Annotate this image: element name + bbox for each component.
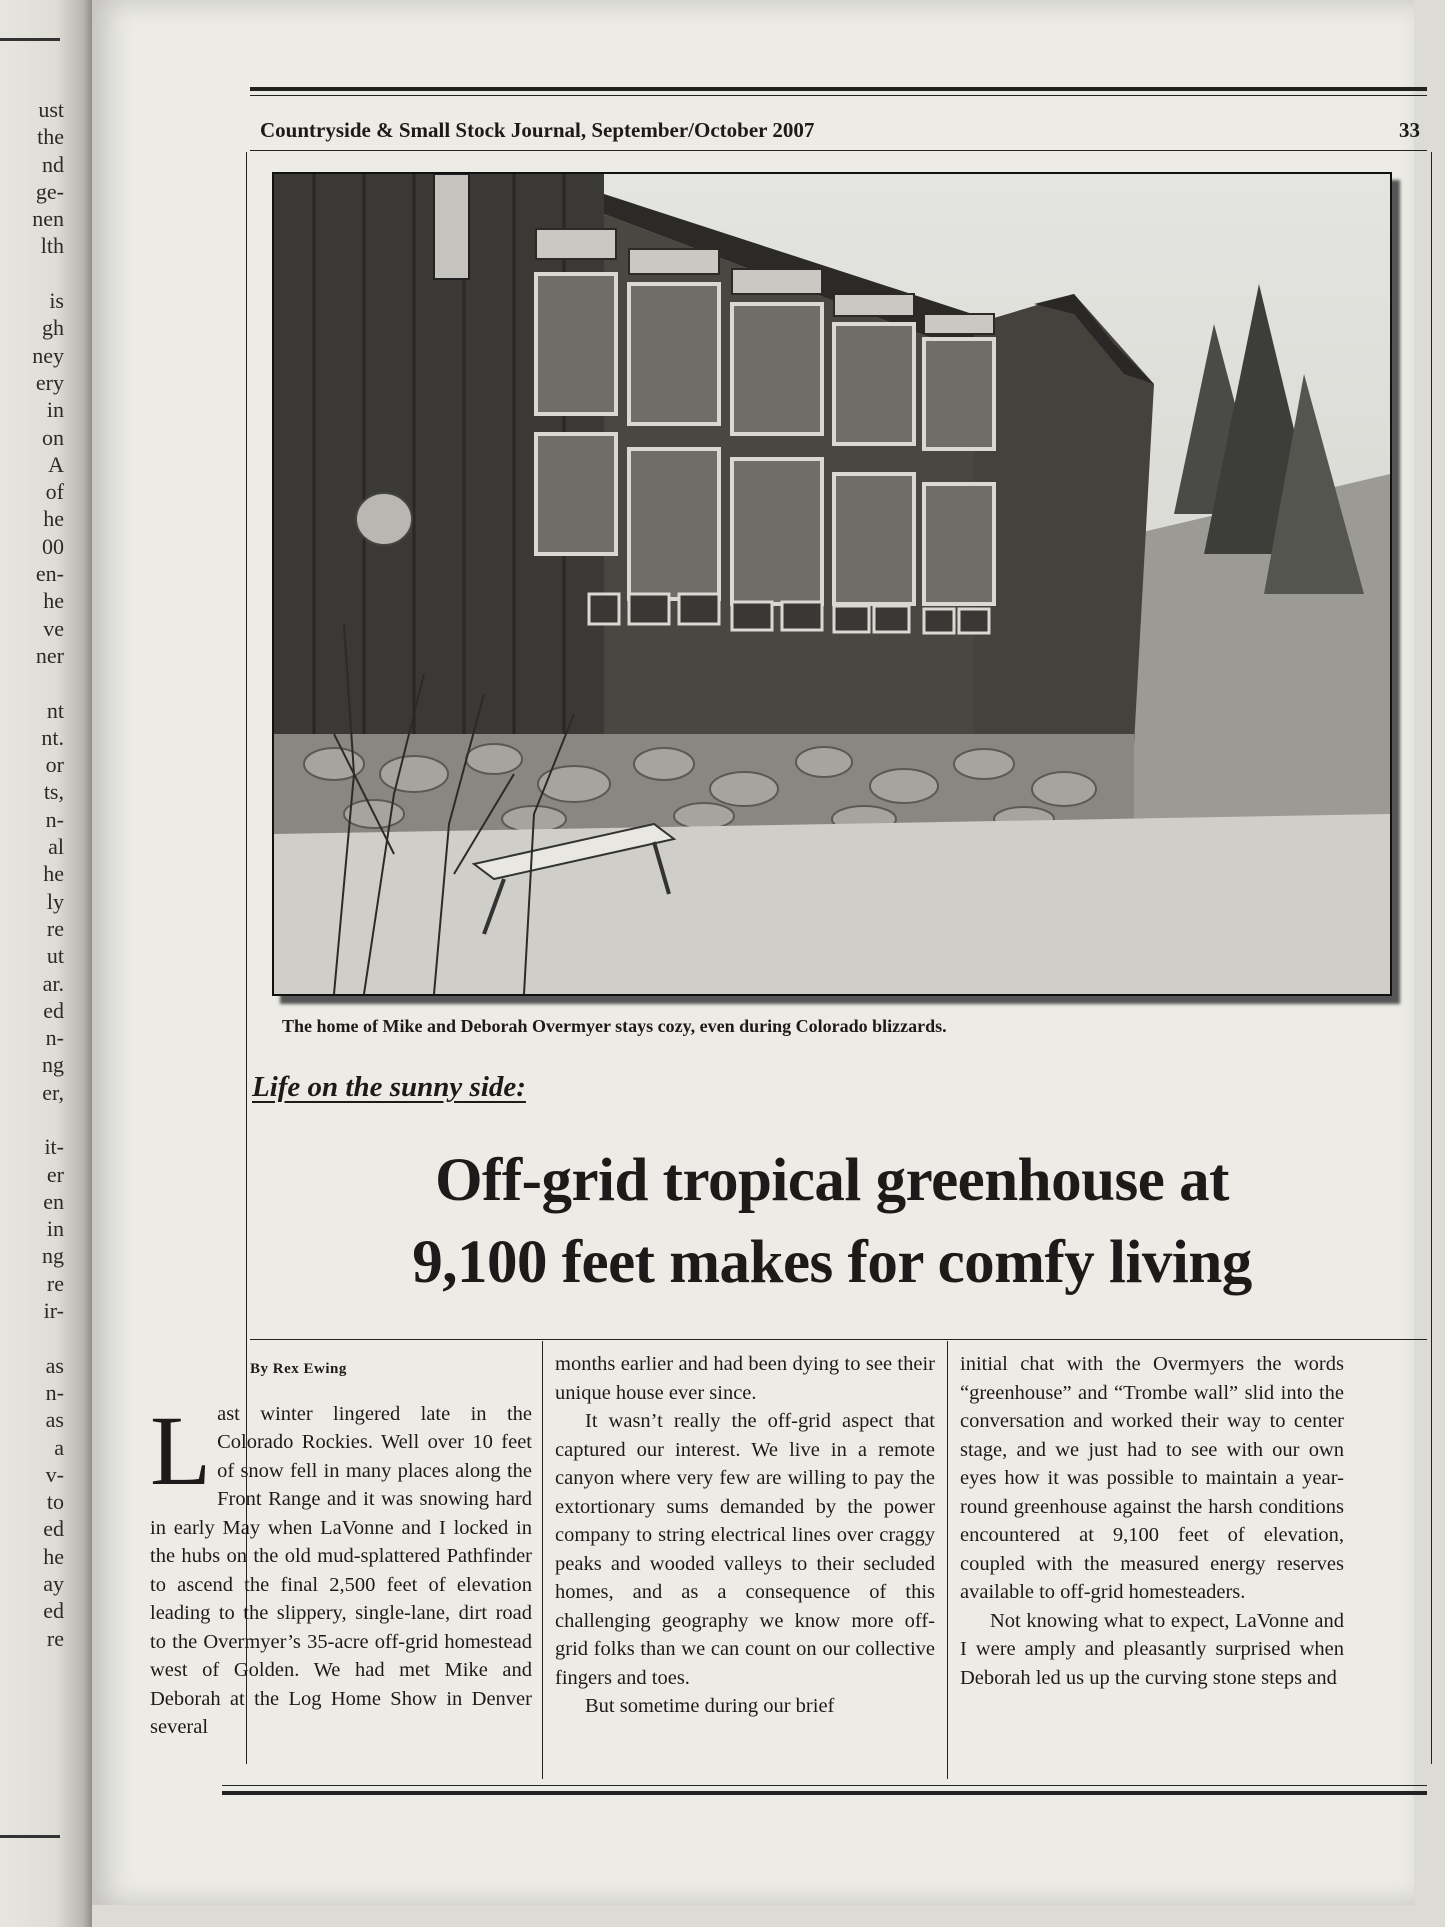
previous-page-fragment: gh xyxy=(42,315,64,341)
previous-page-fragment: ts, xyxy=(43,779,64,805)
previous-page-fragment: he xyxy=(43,588,64,614)
previous-page-fragment: to xyxy=(46,1489,64,1515)
previous-page-fragment: he xyxy=(43,861,64,887)
column-2-paragraph-2: It wasn’t really the off-grid aspect that captured our interest. We live in a remote canyon where very few are willing to pay the extortionary sums demanded by the power company to string electrical lines over craggy peaks and wooded valleys to their secluded homes, and as a consequence of this challenging geography we know more off-grid folks than we can count on our collective fingers and toes. xyxy=(555,1410,935,1689)
previous-page-fragment: it- xyxy=(44,1134,64,1160)
previous-page-fragment xyxy=(32,669,64,696)
headline-line-2: 9,100 feet makes for comfy living xyxy=(412,1229,1252,1296)
previous-page-fragment: ut xyxy=(46,943,64,969)
previous-page-fragment: in xyxy=(46,1216,64,1242)
previous-page-fragment: re xyxy=(46,1625,64,1651)
article-column-3 xyxy=(960,1350,1344,1692)
previous-page-fragment: in xyxy=(46,397,64,423)
previous-page-fragment: the xyxy=(37,124,64,150)
previous-page-fragment: ay xyxy=(43,1571,64,1597)
house-photo xyxy=(272,172,1392,996)
previous-page-fragment: ve xyxy=(43,615,64,641)
article-headline xyxy=(252,1140,1412,1304)
previous-page-fragment: 00 xyxy=(42,533,64,559)
previous-page-fragment xyxy=(32,260,64,287)
previous-page-fragment xyxy=(32,1106,64,1133)
previous-page-fragment: nd xyxy=(42,151,64,177)
photo-caption: The home of Mike and Deborah Overmyer stays cozy, even during Colorado blizzards. xyxy=(282,1016,947,1036)
previous-page-fragment: ney xyxy=(32,342,64,368)
house-photo-illustration xyxy=(274,174,1390,994)
previous-page-fragment: ery xyxy=(35,369,64,395)
previous-page-fragment: nen xyxy=(32,206,64,232)
previous-page-fragment: en- xyxy=(35,561,64,587)
previous-page-fragment: ust xyxy=(38,97,64,122)
previous-page-fragment: is xyxy=(49,288,64,314)
page-frame-right xyxy=(1431,152,1432,1764)
previous-page-fragment: nt xyxy=(46,697,64,723)
previous-page-fragment: he xyxy=(43,1543,64,1569)
previous-page-fragment: n- xyxy=(45,1025,64,1051)
article-kicker: Life on the sunny side: xyxy=(252,1071,526,1103)
running-header xyxy=(260,118,1420,148)
header-rule-thick xyxy=(250,87,1427,91)
previous-page-fragment: nt. xyxy=(41,724,64,750)
previous-page-fragment: of xyxy=(45,479,64,505)
column-rule-2 xyxy=(947,1341,948,1779)
column-2-paragraph-3: But sometime during our brief xyxy=(585,1695,835,1717)
column-1-paragraph xyxy=(150,1394,532,1742)
header-rule-thin xyxy=(250,95,1427,96)
previous-page-fragment: as xyxy=(45,1352,64,1378)
column-rule-1 xyxy=(542,1341,543,1779)
previous-page-fragment: lth xyxy=(40,233,64,259)
previous-page-fragment: or xyxy=(45,752,64,778)
previous-page-fragment: er xyxy=(46,1161,64,1187)
body-top-rule xyxy=(250,1339,1427,1340)
previous-page-fragment: n- xyxy=(45,806,64,832)
journal-title: Countryside & Small Stock Journal, September/October 2007 xyxy=(260,118,815,142)
byline: By Rex Ewing xyxy=(250,1361,347,1377)
previous-page-fragment: re xyxy=(46,1270,64,1296)
page-number: 33 xyxy=(1399,118,1420,142)
previous-page-fragment: al xyxy=(48,834,64,860)
previous-page-bottom-rule xyxy=(0,1835,60,1838)
previous-page-top-rule xyxy=(0,38,60,41)
previous-page-fragment: as xyxy=(45,1407,64,1433)
previous-page-fragment: ed xyxy=(43,1516,64,1542)
previous-page-fragment: re xyxy=(46,915,64,941)
magazine-page xyxy=(92,0,1420,1905)
previous-page-fragment: ed xyxy=(43,997,64,1023)
previous-page-fragment: n- xyxy=(45,1379,64,1405)
article-column-1 xyxy=(150,1347,532,1742)
previous-page-fragment: ir- xyxy=(43,1298,64,1324)
previous-page-fragment: he xyxy=(43,506,64,532)
previous-page-fragment: ar. xyxy=(42,970,64,996)
previous-page-fragment: ge- xyxy=(35,178,64,204)
previous-page-fragment: ed xyxy=(43,1598,64,1624)
previous-page-text-column xyxy=(32,96,64,1652)
previous-page-fragment: ner xyxy=(35,642,64,668)
header-underline xyxy=(250,150,1427,151)
previous-page-edge xyxy=(0,0,92,1927)
headline-line-1: Off-grid tropical greenhouse at xyxy=(435,1147,1229,1214)
previous-page-fragment: v- xyxy=(45,1461,64,1487)
column-3-paragraph-1: initial chat with the Overmyers the words “greenhouse” and “Trombe wall” slid into the conversation and worked their way to center stage, and we just had to see with our own eyes how it was possible to maintain a year-round greenhouse against the harsh conditions encountered at 9,100 feet of elevation, coupled with the measured energy reserves available to off-grid homesteaders. xyxy=(960,1353,1344,1603)
footer-rule-thick xyxy=(222,1791,1427,1795)
previous-page-fragment: ng xyxy=(42,1052,64,1078)
previous-page-fragment: ly xyxy=(46,888,64,914)
column-3-paragraph-2: Not knowing what to expect, LaVonne and I were amply and pleasantly surprised when Deborah led us up the curving stone steps and xyxy=(960,1609,1344,1689)
previous-page-fragment: en xyxy=(43,1188,64,1214)
previous-page-fragment: on xyxy=(42,424,64,450)
previous-page-fragment: A xyxy=(48,451,64,477)
previous-page-fragment: ng xyxy=(42,1243,64,1269)
article-column-2 xyxy=(555,1350,935,1721)
drop-cap: L xyxy=(150,1394,212,1506)
column-2-paragraph-1: months earlier and had been dying to see their unique house ever since. xyxy=(555,1353,935,1404)
previous-page-fragment xyxy=(32,1324,64,1351)
previous-page-fragment: er, xyxy=(42,1079,64,1105)
footer-rule-thin xyxy=(222,1785,1427,1786)
previous-page-fragment: a xyxy=(54,1434,64,1460)
column-1-text: ast winter lingered late in the Colorado Rockies. Well over 10 feet of snow fell in many places along the Front Range and it was snowing hard in early May when LaVonne and I locked in the hubs on the old mud-splattered Pathfinder to ascend the final 2,500 feet of elevation leading to the slippery, single-lane, dirt road to the Overmyer’s 35-acre off-grid homestead west of Golden. We had met Mike and Deborah at the Log Home Show in Denver several xyxy=(150,1402,532,1738)
